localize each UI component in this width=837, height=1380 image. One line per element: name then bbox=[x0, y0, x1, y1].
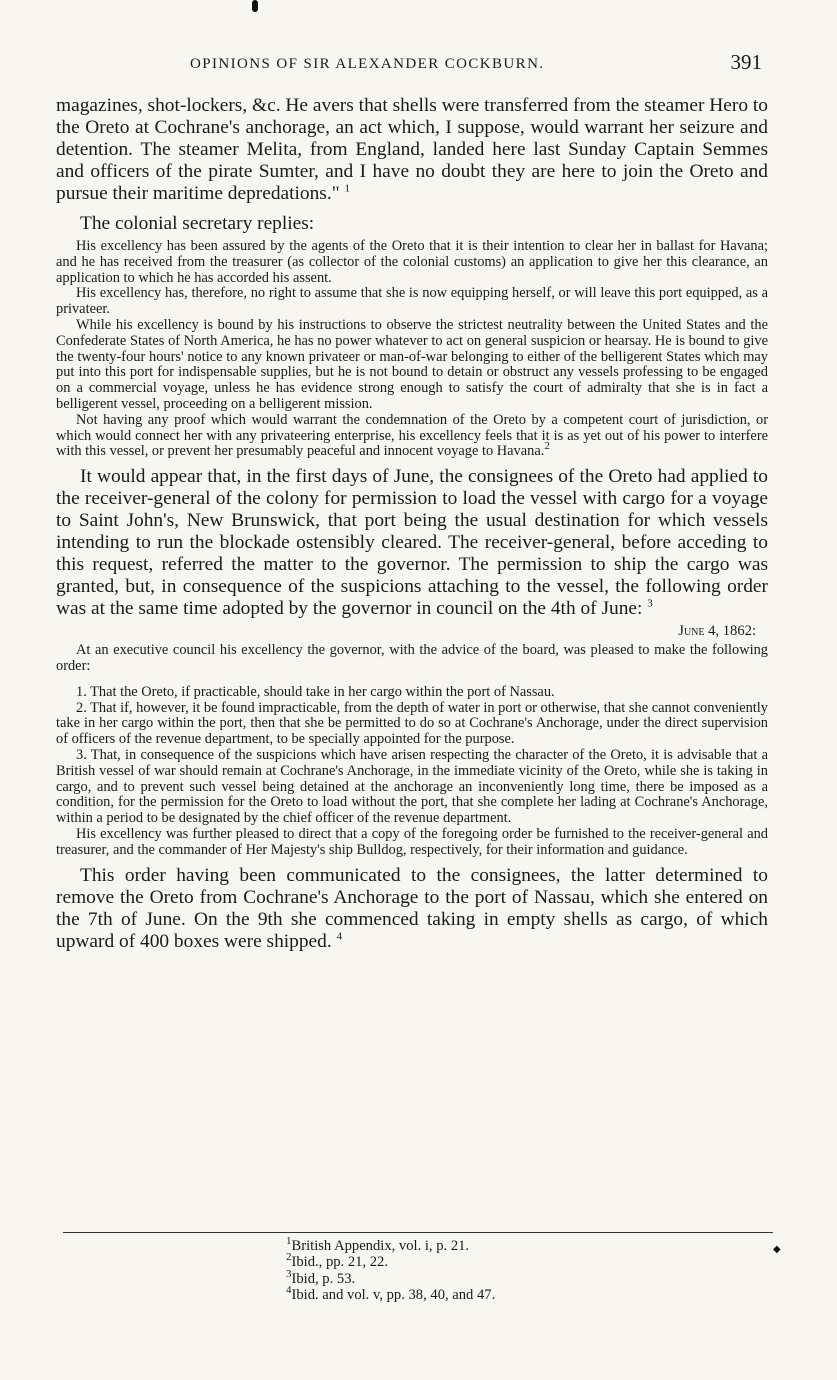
running-title: OPINIONS OF SIR ALEXANDER COCKBURN. bbox=[190, 56, 545, 72]
body-paragraph bbox=[56, 865, 768, 953]
quote-text: His excellency has, therefore, no right to assume that she is now equipping herself, or will leave this port equipped, as a privateer. bbox=[56, 285, 768, 318]
paragraph-text: magazines, shot-lockers, &c. He avers that shells were transferred from the steamer Hero to the Oreto at Cochrane's anchorage, an act which, I suppose, would warrant her seizure and detention. The steamer Melita, from England, landed here last Sunday Captain Semmes and officers of the pirate Sumter, and I have no doubt they are here to join the Oreto and pursue their maritime depredations." bbox=[56, 95, 768, 204]
page-header bbox=[55, 50, 770, 80]
footnote-number: 3 bbox=[286, 1267, 292, 1280]
footnote-number: 1 bbox=[286, 1235, 292, 1248]
order-paragraph bbox=[56, 643, 768, 675]
order-paragraph bbox=[56, 827, 768, 859]
footnote bbox=[286, 1251, 706, 1271]
quoted-paragraph bbox=[56, 286, 768, 318]
quoted-paragraph bbox=[56, 413, 768, 460]
quote-text: His excellency has been assured by the agents of the Oreto that it is their intention to clear her in ballast for Havana; and he has received from the treasurer (as collector of the colonial customs) an application to give her this clearance, an application to which he has accorded his assent. bbox=[56, 238, 768, 286]
footnote bbox=[286, 1267, 706, 1287]
order-text: 1. That the Oreto, if practicable, should take in her cargo within the port of Nassau. bbox=[76, 683, 555, 700]
body-paragraph bbox=[56, 95, 768, 205]
footnotes bbox=[286, 1235, 706, 1304]
order-text: 2. That if, however, it be found impracticable, from the depth of water in port or otherwise, that she cannot conveniently take in her cargo within the port, then that she be permitted to do so at Cochrane's Anchorage, under the direct supervision of officers of the revenue department, to be specially appointed for the purpose. bbox=[56, 699, 768, 748]
footnote-text: Ibid., pp. 21, 22. bbox=[291, 1254, 388, 1271]
quoted-paragraph bbox=[56, 318, 768, 413]
order-item bbox=[56, 701, 768, 748]
ink-mark bbox=[252, 0, 258, 12]
order-text: 3. That, in consequence of the suspicions which have arisen respecting the character of the Oreto, it is advisable that a British vessel of war should remain at Cochrane's Anchorage, in the immediate vicinity of the Oreto, while she is taking in cargo, and to prevent such vessel being detained at the anchorage an inconveniently long time, there be imposed as a condition, for the permission for the Oreto to load without the port, that she complete her lading at Cochrane's Anchorage, within a period to be designated by the chief officer of the revenue department. bbox=[56, 746, 768, 827]
footnote-number: 2 bbox=[286, 1251, 292, 1264]
page-number: 391 bbox=[730, 50, 762, 74]
body-paragraph bbox=[56, 213, 768, 235]
order-text: His excellency was further pleased to direct that a copy of the foregoing order be furnished to the receiver-general and treasurer, and the commander of Her Majesty's ship Bulldog, respectively, for their information and guidance. bbox=[56, 825, 768, 858]
dateline: June 4, 1862: bbox=[678, 623, 756, 640]
order-item bbox=[56, 685, 768, 701]
footnote-ref: 3 bbox=[647, 597, 653, 610]
footnote-ref: 4 bbox=[336, 930, 343, 943]
footnote-ref: 1 bbox=[344, 182, 350, 195]
quote-text: Not having any proof which would warrant the condemnation of the Oreto by a competent court of jurisdiction, or which would connect her with any privateering enterprise, his excellency feels that it is as yet out of his power to interfere with this vessel, or prevent her presumably peaceful and innocent voyage to Havana. bbox=[56, 411, 768, 460]
paragraph-text: The colonial secretary replies: bbox=[80, 213, 315, 234]
footnote-rule bbox=[63, 1232, 773, 1233]
footnote bbox=[286, 1284, 706, 1304]
footnote-number: 4 bbox=[286, 1284, 292, 1297]
footnote-text: British Appendix, vol. i, p. 21. bbox=[291, 1238, 470, 1254]
footnote-text: Ibid, p. 53. bbox=[291, 1270, 356, 1287]
order-text: At an executive council his excellency the governor, with the advice of the board, was pleased to make the following order: bbox=[56, 642, 768, 674]
quoted-paragraph bbox=[56, 239, 768, 286]
body-paragraph bbox=[56, 466, 768, 620]
footnote-ref: 2 bbox=[544, 440, 550, 453]
paragraph-text: It would appear that, in the first days of June, the consignees of the Oreto had applied to the receiver-general of the colony for permission to load the vessel with cargo for a voyage to Saint John's, New Brunswick, that port being the usual destination for which vessels intending to run the blockade ostensibly cleared. The receiver-general, before acceding to this request, referred the matter to the governor. The permission to ship the cargo was granted, but, in consequence of the suspicions attaching to the vessel, the following order was at the same time adopted by the governor in council on the 4th of June: bbox=[56, 466, 768, 620]
quote-text: While his excellency is bound by his instructions to observe the strictest neutrality between the United States and the Confederate States of North America, he has no power whatever to act on general suspicion or hearsay. He is bound to give the twenty-four hours' notice to any known privateer or man-of-war belonging to either of the belligerent States which may put into this port for indispensable supplies, but he is not bound to detain or obstruct any vessels professing to be engaged on a commercial voyage, unless he has evidence strong enough to satisfy the court of admiralty that she is in fact a belligerent vessel, proceeding on a belligerent mission. bbox=[56, 316, 768, 412]
order-item bbox=[56, 748, 768, 827]
footnote-text: Ibid. and vol. v, pp. 38, 40, and 47. bbox=[291, 1287, 496, 1304]
paragraph-text: This order having been communicated to the consignees, the latter determined to remove the Oreto from Cochrane's Anchorage to the port of Nassau, which she entered on the 7th of June. On the 9th she commenced taking in empty shells as cargo, of which upward of 400 boxes were shipped. bbox=[56, 864, 768, 952]
page-body bbox=[56, 95, 768, 953]
footnote bbox=[286, 1235, 706, 1254]
ink-mark: ◆ bbox=[773, 1244, 781, 1255]
